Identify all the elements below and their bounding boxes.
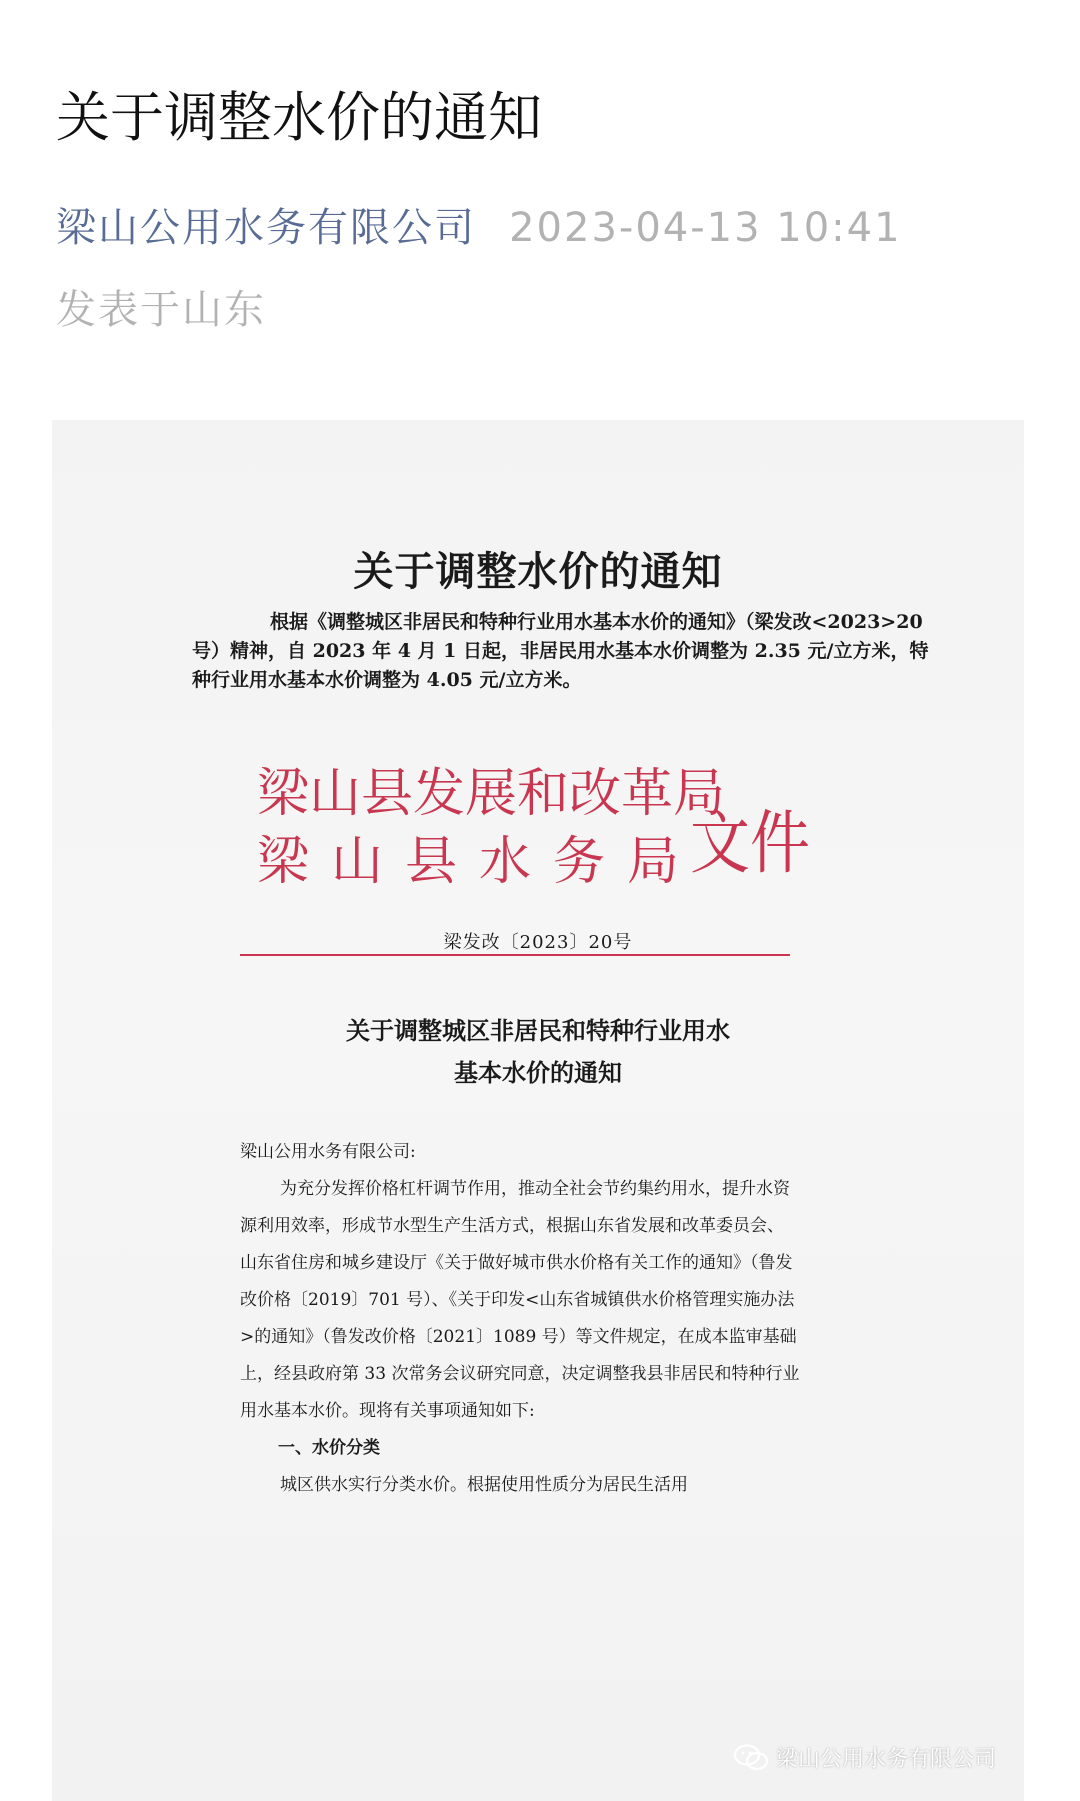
author-link[interactable]: 梁山公用水务有限公司	[56, 205, 476, 251]
article-meta	[56, 196, 902, 252]
inner-title-line-2: 基本水价的通知	[454, 1058, 622, 1087]
notice-body-text: 根据《调整城区非居民和特种行业用水基本水价的通知》（梁发改<2023>20号）精神，自 2023 年 4 月 1 日起，非居民用水基本水价调整为 2.35 元/立方米，特种行业用水基本水价调整为 4.05 元/立方米。	[192, 611, 929, 691]
watermark	[734, 1742, 996, 1773]
addressee: 梁山公用水务有限公司:	[240, 1142, 416, 1162]
watermark-text: 梁山公用水务有限公司	[775, 1747, 996, 1772]
section-1-text: 城区供水实行分类水价。根据使用性质分为居民生活用	[280, 1475, 688, 1495]
document-number: 梁发改〔2023〕20号	[443, 932, 633, 953]
issuer-line-2: 梁山县水务局	[257, 832, 702, 892]
notice-title: 关于调整水价的通知	[353, 548, 723, 595]
paragraph-1: 为充分发挥价格杠杆调节作用，推动全社会节约集约用水，提升水资源利用效率，形成节水型生产生活方式，根据山东省发展和改革委员会、山东省住房和城乡建设厅《关于做好城市供水价格有关工作的通知》（鲁发改价格〔2019〕701 号）、《关于印发<山东省城镇供水价格管理实施办法>的通知》（鲁发改价格〔2021〕1089 号）等文件规定，在成本监审基础上，经县政府第 33 次常务会议研究同意，决定调整我县非居民和特种行业用水基本水价。现将有关事项通知如下:	[240, 1179, 800, 1421]
inner-title-line-1: 关于调整城区非居民和特种行业用水	[346, 1016, 730, 1045]
document-image[interactable]	[52, 420, 1024, 1801]
publish-time: 2023-04-13 10:41	[509, 205, 902, 251]
publish-location: 发表于山东	[56, 287, 266, 333]
issuer-suffix: 文件	[690, 803, 810, 884]
issuer-header	[257, 760, 725, 896]
article-title: 关于调整水价的通知	[56, 86, 542, 149]
notice-body	[192, 608, 932, 695]
inner-title	[52, 1010, 1024, 1094]
wechat-icon	[734, 1744, 768, 1772]
inner-body	[240, 1134, 800, 1504]
red-divider	[240, 954, 790, 956]
issuer-line-1: 梁山县发展和改革局	[257, 764, 726, 824]
section-1-heading: 一、水价分类	[278, 1438, 380, 1458]
